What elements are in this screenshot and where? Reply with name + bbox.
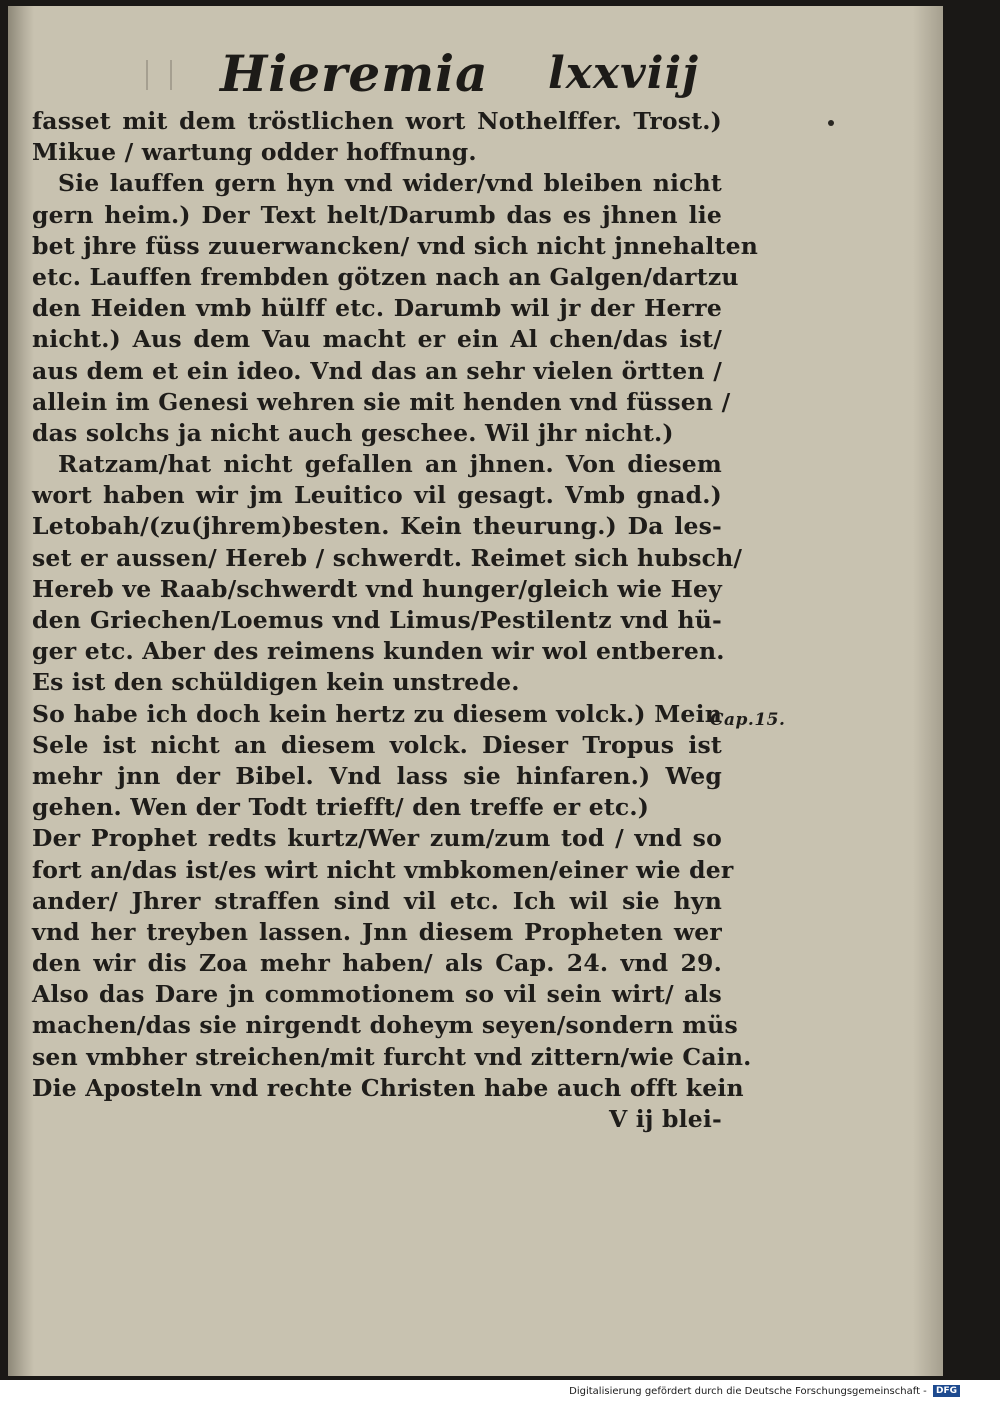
text-line: machen/das sie nirgendt doheym seyen/sondern müs xyxy=(32,1011,738,1040)
folio-number: lxxviij xyxy=(548,48,700,99)
text-line: Der Prophet redts kurtz/Wer zum/zum tod / vnd so xyxy=(32,824,722,853)
text-line: etc. Lauffen frembden götzen nach an Galgen/dartzu xyxy=(32,262,739,291)
text-line: das solchs ja nicht auch geschee. Wil jhr nicht.) xyxy=(32,418,674,447)
text-line: Also das Dare jn commotionem so vil sein wirt/ als xyxy=(32,980,722,1009)
book-page xyxy=(8,6,943,1376)
text-line: Hereb ve Raab/schwerdt vnd hunger/gleich wie Hey xyxy=(32,574,722,603)
dfg-logo-badge: DFG xyxy=(933,1385,960,1397)
text-line: fort an/das ist/es wirt nicht vmbkomen/einer wie der xyxy=(32,855,734,884)
text-line: sen vmbher streichen/mit furcht vnd zittern/wie Cain. xyxy=(32,1042,752,1071)
footer-credit-text: Digitalisierung gefördert durch die Deutsche Forschungsgemeinschaft - xyxy=(569,1386,927,1397)
text-line: set er aussen/ Hereb / schwerdt. Reimet sich hubsch/ xyxy=(32,543,743,572)
running-head xyxy=(8,44,943,114)
page-edge-shadow xyxy=(913,6,943,1376)
text-line: gehen. Wen der Todt triefft/ den treffe er etc.) xyxy=(32,793,650,822)
text-line: Es ist den schüldigen kein unstrede. xyxy=(32,668,520,697)
text-line: den Heiden vmb hülff etc. Darumb wil jr der Herre xyxy=(32,294,722,323)
page-title: Hieremia xyxy=(220,44,489,103)
text-line: aus dem et ein ideo. Vnd das an sehr vielen örtten / xyxy=(32,356,722,385)
text-line: Sele ist nicht an diesem volck. Dieser Tropus ist xyxy=(32,730,722,759)
text-line: nicht.) Aus dem Vau macht er ein Al chen/das ist/ xyxy=(32,325,722,354)
text-line: wort haben wir jm Leuitico vil gesagt. Vmb gnad.) xyxy=(32,481,722,510)
catchword-line: V ij blei- xyxy=(608,1105,722,1133)
text-line: ander/ Jhrer straffen sind vil etc. Ich wil sie hyn xyxy=(32,886,722,915)
text-line: den wir dis Zoa mehr haben/ als Cap. 24. vnd 29. xyxy=(32,949,722,978)
page-gutter-shadow xyxy=(8,6,34,1376)
footer-credit xyxy=(569,1385,960,1397)
text-line: den Griechen/Loemus vnd Limus/Pestilentz vnd hü- xyxy=(32,606,722,634)
text-line: Sie lauffen gern hyn vnd wider/vnd bleiben nicht xyxy=(58,169,722,198)
text-line: ger etc. Aber des reimens kunden wir wol entberen. xyxy=(32,637,725,666)
text-line: allein im Genesi wehren sie mit henden vnd füssen / xyxy=(32,387,731,416)
text-line: mehr jnn der Bibel. Vnd lass sie hinfaren.) Weg xyxy=(32,761,722,790)
text-line: bet jhre füss zuuerwancken/ vnd sich nicht jnnehalten xyxy=(32,231,759,260)
text-line: fasset mit dem tröstlichen wort Nothelffer. Trost.) xyxy=(32,107,722,135)
text-line: Ratzam/hat nicht gefallen an jhnen. Von diesem xyxy=(58,450,722,479)
bleed-through-mark xyxy=(146,60,172,90)
text-line: gern heim.) Der Text helt/Darumb das es jhnen lie xyxy=(32,200,722,229)
margin-mark xyxy=(828,120,834,126)
text-line: Mikue / wartung odder hoffnung. xyxy=(32,138,477,167)
text-line: Die Aposteln vnd rechte Christen habe auch offt kein xyxy=(32,1073,744,1102)
text-line: Letobah/(zu(jhrem)besten. Kein theurung.) Da les- xyxy=(32,512,722,541)
text-line: So habe ich doch kein hertz zu diesem volck.) Mein xyxy=(32,699,722,728)
text-line: vnd her treyben lassen. Jnn diesem Propheten wer xyxy=(32,917,722,946)
margin-note: Cap.15. xyxy=(710,710,786,730)
